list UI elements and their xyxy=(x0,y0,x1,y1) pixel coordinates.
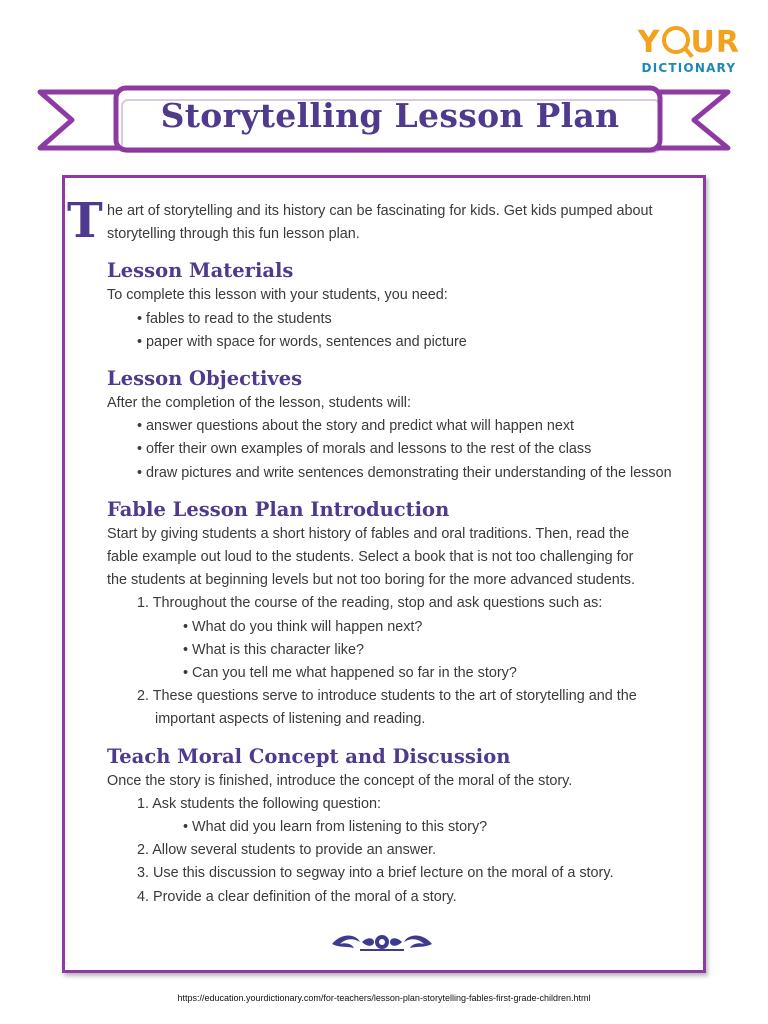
section-materials xyxy=(107,258,697,354)
list-item: • answer questions about the story and predict what will happen next xyxy=(137,418,575,435)
materials-list xyxy=(107,308,697,354)
moral-question: • What did you learn from listening to this story? xyxy=(183,819,488,836)
question-list xyxy=(107,616,697,686)
list-item: • fables to read to the students xyxy=(137,310,332,327)
page-title: Storytelling Lesson Plan xyxy=(160,96,620,135)
drop-cap: T xyxy=(67,193,103,249)
moral-heading: Teach Moral Concept and Discussion xyxy=(107,744,511,768)
section-moral xyxy=(107,744,697,909)
introduction-step-1: 1. Throughout the course of the reading, stop and ask questions such as: xyxy=(137,595,603,612)
section-introduction xyxy=(107,497,697,732)
introduction-line: fable example out loud to the students. Select a book that is not too challenging for xyxy=(107,549,634,566)
list-item: • Can you tell me what happened so far in the story? xyxy=(183,665,517,682)
source-url[interactable]: https://education.yourdictionary.com/for-teachers/lesson-plan-storytelling-fables-first-grade-children.html xyxy=(177,993,591,1003)
introduction-line: the students at beginning levels but not too boring for the more advanced students. xyxy=(107,572,636,589)
objectives-list xyxy=(107,415,697,485)
introduction-heading: Fable Lesson Plan Introduction xyxy=(107,497,450,521)
moral-text: Once the story is finished, introduce the concept of the moral of the story. xyxy=(107,772,573,789)
logo-wordmark-top: Y UR xyxy=(637,25,740,60)
introduction-step-2-cont: important aspects of listening and reading. xyxy=(155,711,426,728)
lesson-content xyxy=(107,200,697,909)
intro-line-2: storytelling through this fun lesson plan. xyxy=(107,226,360,243)
moral-step-4: 4. Provide a clear definition of the moral of a story. xyxy=(137,888,457,905)
list-item: • paper with space for words, sentences and picture xyxy=(137,333,467,350)
intro-line-1: he art of storytelling and its history can be fascinating for kids. Get kids pumped about xyxy=(107,203,653,219)
objectives-heading: Lesson Objectives xyxy=(107,367,303,391)
materials-text: To complete this lesson with your students, you need: xyxy=(107,287,448,304)
section-objectives xyxy=(107,366,697,485)
magnifier-icon xyxy=(662,26,690,54)
moral-step-2: 2. Allow several students to provide an answer. xyxy=(137,842,437,859)
list-item: • What is this character like? xyxy=(183,641,364,658)
list-item: • offer their own examples of morals and lessons to the rest of the class xyxy=(137,441,592,458)
introduction-step-2: 2. These questions serve to introduce students to the art of storytelling and the xyxy=(137,688,637,705)
materials-heading: Lesson Materials xyxy=(107,259,294,283)
logo-wordmark-bottom: DICTIONARY xyxy=(641,61,737,75)
moral-step-1: 1. Ask students the following question: xyxy=(137,795,381,812)
objectives-text: After the completion of the lesson, students will: xyxy=(107,395,411,412)
introduction-line: Start by giving students a short history of fables and oral traditions. Then, read the xyxy=(107,525,630,542)
list-item: • draw pictures and write sentences demonstrating their understanding of the lesson xyxy=(137,464,672,481)
yourdictionary-logo[interactable] xyxy=(638,26,740,75)
ornament-flourish-icon xyxy=(330,928,434,954)
list-item: • What do you think will happen next? xyxy=(183,618,423,635)
moral-step-3: 3. Use this discussion to segway into a brief lecture on the moral of a story. xyxy=(137,865,614,882)
